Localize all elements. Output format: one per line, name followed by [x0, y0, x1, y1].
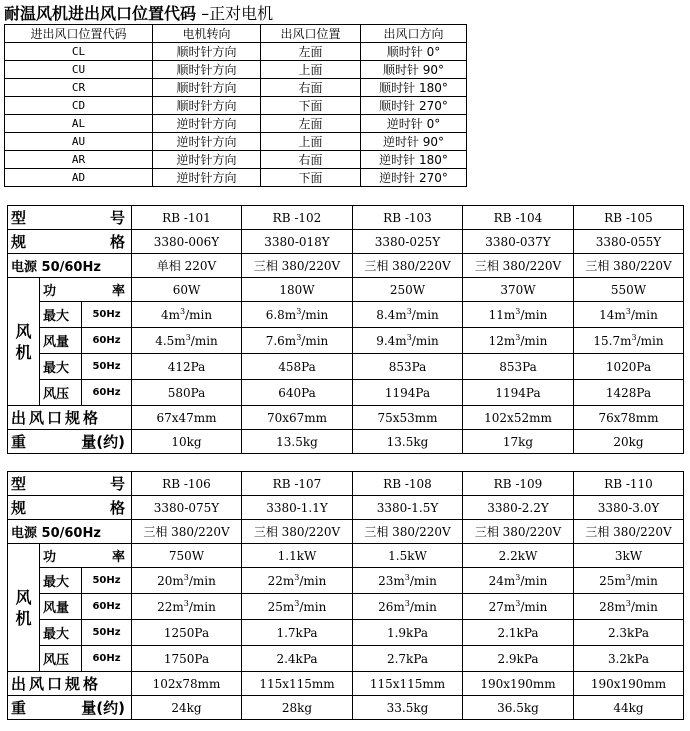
value-cell: 1.5kW	[353, 544, 463, 568]
flow-unit-tail: /min	[190, 334, 218, 348]
code-table-cell: AD	[5, 169, 153, 187]
value-cell: 3kW	[574, 544, 684, 568]
flow-number: 26	[378, 600, 394, 614]
outlet-position-code-table	[4, 24, 467, 187]
max-pressure-label: 最大	[40, 620, 82, 646]
value-cell: RB -102	[242, 206, 353, 230]
value-cell: 3380-075Y	[132, 496, 242, 520]
flow-unit-tail: /min	[636, 334, 664, 348]
flow-value-cell	[242, 302, 353, 328]
spec-row	[8, 230, 684, 254]
code-table-header	[5, 25, 467, 43]
value-cell: 3380-006Y	[132, 230, 242, 254]
row-label-part: 规	[11, 233, 27, 251]
flow-number: 4	[160, 308, 169, 322]
code-table-row	[5, 133, 467, 151]
code-table-cell: CL	[5, 43, 153, 61]
code-table-header-cell: 出风口方向	[361, 25, 467, 43]
value-cell: 36.5kg	[463, 696, 574, 720]
code-table-cell: 右面	[261, 79, 361, 97]
flow-number: 22	[267, 574, 283, 588]
value-cell: 3380-055Y	[574, 230, 684, 254]
code-table-cell: CD	[5, 97, 153, 115]
value-cell: 2.2kW	[463, 544, 574, 568]
code-table-cell: 顺时针 180°	[361, 79, 467, 97]
row-label	[8, 696, 132, 720]
value-cell: 三相 380/220V	[242, 254, 353, 278]
value-cell: 76x78mm	[574, 406, 684, 430]
flow-unit-tail: /min	[188, 600, 216, 614]
row-label-part: 率	[111, 550, 125, 565]
code-table-cell: 逆时针方向	[153, 115, 261, 133]
value-cell: RB -107	[242, 472, 353, 496]
flow-value-cell	[132, 302, 242, 328]
max-pressure-label: 风压	[40, 646, 82, 672]
flow-value-cell	[574, 328, 684, 354]
code-table-cell: 逆时针方向	[153, 169, 261, 187]
value-cell: 102x52mm	[463, 406, 574, 430]
value-cell: 1.9kPa	[353, 620, 463, 646]
value-cell: 190x190mm	[574, 672, 684, 696]
value-cell: 三相 380/220V	[574, 254, 684, 278]
row-label-part: 功	[43, 284, 57, 299]
flow-unit-exponent: 3	[404, 573, 410, 582]
value-cell: 412Pa	[132, 354, 242, 380]
flow-unit-tail: /min	[185, 308, 213, 322]
row-label-part: 功	[43, 550, 57, 565]
flow-unit-exponent: 3	[406, 307, 412, 316]
value-cell: 115x115mm	[242, 672, 353, 696]
value-cell: 2.9kPa	[463, 646, 574, 672]
flow-value-cell	[574, 568, 684, 594]
row-label	[8, 472, 132, 496]
flow-unit: m	[614, 574, 626, 588]
flow-value-cell	[574, 594, 684, 620]
row-label: 出风口规格	[8, 672, 132, 696]
flow-unit-tail: /min	[299, 600, 327, 614]
row-label-part: 重	[11, 699, 27, 717]
model-row	[8, 206, 684, 230]
value-cell: 3.2kPa	[574, 646, 684, 672]
code-table-row	[5, 97, 467, 115]
flow-number: 28	[599, 600, 615, 614]
flow-unit-exponent: 3	[294, 599, 300, 608]
value-cell: RB -105	[574, 206, 684, 230]
value-cell: RB -101	[132, 206, 242, 230]
code-table-cell: 顺时针方向	[153, 61, 261, 79]
flow-value-cell	[353, 568, 463, 594]
flow-unit-exponent: 3	[296, 307, 302, 316]
code-table-row	[5, 79, 467, 97]
code-table-header-cell: 电机转向	[153, 25, 261, 43]
flow-value-cell	[463, 302, 574, 328]
row-label-part: 格	[109, 499, 125, 517]
code-table-cell: AU	[5, 133, 153, 151]
flow-unit: m	[614, 600, 626, 614]
row-label	[40, 544, 132, 568]
hz-50-label: 50Hz	[82, 620, 132, 646]
power-row	[8, 544, 684, 568]
flow-unit: m	[168, 308, 180, 322]
max-airflow-label: 风量	[40, 328, 82, 354]
max-airflow-50hz-row	[8, 568, 684, 594]
value-cell: 1.7kPa	[242, 620, 353, 646]
flow-unit: m	[614, 308, 626, 322]
row-label-part: 率	[111, 284, 125, 299]
flow-unit-tail: /min	[301, 308, 329, 322]
value-cell: 580Pa	[132, 380, 242, 406]
value-cell: RB -104	[463, 206, 574, 230]
title-sub: –正对电机	[196, 4, 274, 23]
value-cell: RB -103	[353, 206, 463, 230]
value-cell: 60W	[132, 278, 242, 302]
row-label-part: 量(约)	[81, 433, 125, 451]
value-cell: 550W	[574, 278, 684, 302]
fan-label-text: 风机	[15, 587, 32, 628]
code-table-header-cell: 进出风口位置代码	[5, 25, 153, 43]
value-cell: 三相 380/220V	[132, 520, 242, 544]
row-label	[40, 278, 132, 302]
flow-unit: m	[282, 600, 295, 614]
flow-unit-tail: /min	[520, 600, 548, 614]
code-table-cell: 顺时针 90°	[361, 61, 467, 79]
flow-unit-exponent: 3	[515, 333, 521, 342]
flow-number: 11	[488, 308, 504, 322]
flow-unit: m	[503, 308, 516, 322]
value-cell: 1750Pa	[132, 646, 242, 672]
row-label-part: 号	[109, 475, 125, 493]
flow-unit-exponent: 3	[515, 573, 521, 582]
max-pressure-50hz-row	[8, 354, 684, 380]
code-table-cell: 逆时针方向	[153, 151, 261, 169]
value-cell: RB -110	[574, 472, 684, 496]
hz-60-label: 60Hz	[82, 328, 132, 354]
value-cell: 2.4kPa	[242, 646, 353, 672]
row-label: 出风口规格	[8, 406, 132, 430]
value-cell: 3380-2.2Y	[463, 496, 574, 520]
flow-number: 4.5	[155, 334, 175, 348]
row-label	[8, 496, 132, 520]
max-airflow-60hz-row	[8, 328, 684, 354]
value-cell: 2.1kPa	[463, 620, 574, 646]
max-airflow-label: 最大	[40, 568, 82, 594]
value-cell: 250W	[353, 278, 463, 302]
row-label: 电源 50/60Hz	[8, 520, 132, 544]
row-label-part: 型	[11, 475, 27, 493]
code-table-cell: 左面	[261, 115, 361, 133]
flow-unit-tail: /min	[630, 574, 658, 588]
flow-unit: m	[395, 334, 407, 348]
code-table-cell: 顺时针方向	[153, 97, 261, 115]
flow-unit: m	[282, 574, 295, 588]
value-cell: 1194Pa	[353, 380, 463, 406]
value-cell: 1194Pa	[463, 380, 574, 406]
flow-value-cell	[574, 302, 684, 328]
value-cell: 75x53mm	[353, 406, 463, 430]
max-pressure-60hz-row	[8, 646, 684, 672]
code-table-cell: 左面	[261, 43, 361, 61]
spec-table-rb101-105	[7, 205, 684, 454]
value-cell: 13.5kg	[353, 430, 463, 454]
value-cell: 3380-3.0Y	[574, 496, 684, 520]
value-cell: 3380-025Y	[353, 230, 463, 254]
code-table-cell: 逆时针 90°	[361, 133, 467, 151]
value-cell: 853Pa	[353, 354, 463, 380]
code-table-row	[5, 151, 467, 169]
title-main: 耐温风机进出风口位置代码	[4, 4, 197, 23]
flow-unit-tail: /min	[520, 334, 548, 348]
value-cell: RB -108	[353, 472, 463, 496]
code-table-cell: 逆时针 270°	[361, 169, 467, 187]
value-cell: 640Pa	[242, 380, 353, 406]
flow-value-cell	[353, 594, 463, 620]
value-cell: 3380-018Y	[242, 230, 353, 254]
max-airflow-label: 风量	[40, 594, 82, 620]
flow-unit-tail: /min	[520, 574, 548, 588]
flow-unit-exponent: 3	[625, 307, 631, 316]
code-table-cell: 逆时针 0°	[361, 115, 467, 133]
flow-unit: m	[503, 574, 516, 588]
flow-unit: m	[503, 334, 516, 348]
hz-50-label: 50Hz	[82, 302, 132, 328]
outlet-row	[8, 406, 684, 430]
flow-unit: m	[172, 600, 184, 614]
flow-value-cell	[353, 302, 463, 328]
hz-60-label: 60Hz	[82, 380, 132, 406]
flow-unit: m	[174, 334, 186, 348]
row-label-part: 号	[109, 209, 125, 227]
flow-unit-exponent: 3	[294, 573, 300, 582]
flow-unit-exponent: 3	[625, 573, 631, 582]
flow-unit-exponent: 3	[183, 573, 189, 582]
flow-value-cell	[353, 328, 463, 354]
value-cell: 102x78mm	[132, 672, 242, 696]
code-table-cell: 顺时针方向	[153, 79, 261, 97]
flow-unit-exponent: 3	[185, 333, 191, 342]
flow-number: 27	[488, 600, 504, 614]
value-cell: 13.5kg	[242, 430, 353, 454]
flow-unit-tail: /min	[411, 334, 439, 348]
value-cell: 853Pa	[463, 354, 574, 380]
code-table-cell: 逆时针 180°	[361, 151, 467, 169]
value-cell: 10kg	[132, 430, 242, 454]
fan-group-label	[8, 544, 40, 672]
code-table-cell: 逆时针方向	[153, 133, 261, 151]
value-cell: 370W	[463, 278, 574, 302]
flow-number: 25	[267, 600, 283, 614]
flow-number: 24	[488, 574, 504, 588]
code-table-cell: 顺时针 0°	[361, 43, 467, 61]
code-table-header-cell: 出风口位置	[261, 25, 361, 43]
flow-number: 25	[599, 574, 615, 588]
value-cell: 3380-1.5Y	[353, 496, 463, 520]
value-cell: 三相 380/220V	[574, 520, 684, 544]
code-table-cell: 顺时针 270°	[361, 97, 467, 115]
flow-number: 20	[157, 574, 173, 588]
flow-number: 14	[599, 308, 615, 322]
flow-unit-tail: /min	[411, 308, 439, 322]
hz-50-label: 50Hz	[82, 354, 132, 380]
row-label	[8, 430, 132, 454]
code-table-cell: 下面	[261, 97, 361, 115]
value-cell: 67x47mm	[132, 406, 242, 430]
flow-unit-tail: /min	[409, 600, 437, 614]
value-cell: 28kg	[242, 696, 353, 720]
value-cell: 1.1kW	[242, 544, 353, 568]
row-label-part: 型	[11, 209, 27, 227]
flow-value-cell	[132, 594, 242, 620]
flow-unit-tail: /min	[301, 334, 329, 348]
spec-table-rb106-110	[7, 471, 684, 720]
max-airflow-60hz-row	[8, 594, 684, 620]
flow-value-cell	[242, 568, 353, 594]
code-table-cell: AR	[5, 151, 153, 169]
document-title	[4, 1, 273, 23]
fan-label-text: 风机	[15, 321, 32, 362]
value-cell: 24kg	[132, 696, 242, 720]
value-cell: 458Pa	[242, 354, 353, 380]
flow-unit-tail: /min	[409, 574, 437, 588]
value-cell: 1020Pa	[574, 354, 684, 380]
value-cell: 2.7kPa	[353, 646, 463, 672]
value-cell: 三相 380/220V	[463, 254, 574, 278]
max-pressure-60hz-row	[8, 380, 684, 406]
max-pressure-50hz-row	[8, 620, 684, 646]
value-cell: 20kg	[574, 430, 684, 454]
value-cell: 三相 380/220V	[463, 520, 574, 544]
flow-unit-exponent: 3	[183, 599, 189, 608]
fan-group-label	[8, 278, 40, 406]
row-label	[8, 206, 132, 230]
flow-unit-exponent: 3	[515, 599, 521, 608]
row-label	[8, 230, 132, 254]
flow-unit: m	[503, 600, 516, 614]
row-label-part: 规	[11, 499, 27, 517]
row-label-part: 格	[109, 233, 125, 251]
flow-value-cell	[132, 328, 242, 354]
flow-unit-exponent: 3	[625, 599, 631, 608]
hz-60-label: 60Hz	[82, 646, 132, 672]
flow-unit: m	[620, 334, 632, 348]
value-cell: 单相 220V	[132, 254, 242, 278]
value-cell: 70x67mm	[242, 406, 353, 430]
flow-number: 22	[157, 600, 173, 614]
code-table-row	[5, 61, 467, 79]
value-cell: RB -106	[132, 472, 242, 496]
value-cell: 190x190mm	[463, 672, 574, 696]
power-supply-row	[8, 520, 684, 544]
code-table-cell: AL	[5, 115, 153, 133]
flow-unit: m	[393, 574, 405, 588]
value-cell: 750W	[132, 544, 242, 568]
row-label-part: 量(约)	[81, 699, 125, 717]
flow-number: 6.8	[265, 308, 285, 322]
flow-number: 23	[378, 574, 394, 588]
flow-unit-tail: /min	[630, 600, 658, 614]
max-airflow-50hz-row	[8, 302, 684, 328]
flow-unit: m	[172, 574, 184, 588]
code-table-cell: CR	[5, 79, 153, 97]
row-label-part: 重	[11, 433, 27, 451]
flow-unit-tail: /min	[630, 308, 658, 322]
code-table-row	[5, 169, 467, 187]
flow-unit: m	[284, 334, 297, 348]
value-cell: 三相 380/220V	[353, 254, 463, 278]
code-table-cell: CU	[5, 61, 153, 79]
flow-number: 8.4	[376, 308, 396, 322]
max-pressure-label: 风压	[40, 380, 82, 406]
code-table-row	[5, 115, 467, 133]
flow-unit-tail: /min	[299, 574, 327, 588]
value-cell: 33.5kg	[353, 696, 463, 720]
flow-number: 15.7	[593, 334, 621, 348]
flow-unit-exponent: 3	[406, 333, 412, 342]
weight-row	[8, 430, 684, 454]
hz-50-label: 50Hz	[82, 568, 132, 594]
spec-row	[8, 496, 684, 520]
value-cell: 1428Pa	[574, 380, 684, 406]
code-table-cell: 上面	[261, 61, 361, 79]
flow-value-cell	[463, 328, 574, 354]
value-cell: 三相 380/220V	[242, 520, 353, 544]
flow-unit-exponent: 3	[296, 333, 302, 342]
code-table-cell: 下面	[261, 169, 361, 187]
code-table-cell: 右面	[261, 151, 361, 169]
value-cell: 115x115mm	[353, 672, 463, 696]
hz-60-label: 60Hz	[82, 594, 132, 620]
flow-unit-exponent: 3	[515, 307, 521, 316]
flow-unit-exponent: 3	[404, 599, 410, 608]
value-cell: 17kg	[463, 430, 574, 454]
flow-unit-exponent: 3	[179, 307, 186, 316]
code-table-row	[5, 43, 467, 61]
flow-unit: m	[393, 600, 405, 614]
value-cell: 3380-1.1Y	[242, 496, 353, 520]
code-table-cell: 上面	[261, 133, 361, 151]
value-cell: RB -109	[463, 472, 574, 496]
flow-unit-exponent: 3	[631, 333, 637, 342]
max-airflow-label: 最大	[40, 302, 82, 328]
flow-value-cell	[463, 568, 574, 594]
flow-number: 12	[488, 334, 504, 348]
flow-value-cell	[242, 594, 353, 620]
value-cell: 2.3kPa	[574, 620, 684, 646]
value-cell: 三相 380/220V	[353, 520, 463, 544]
power-row	[8, 278, 684, 302]
flow-value-cell	[463, 594, 574, 620]
value-cell: 1250Pa	[132, 620, 242, 646]
flow-number: 7.6	[265, 334, 285, 348]
flow-value-cell	[132, 568, 242, 594]
flow-value-cell	[242, 328, 353, 354]
flow-unit: m	[284, 308, 297, 322]
flow-unit-tail: /min	[188, 574, 216, 588]
power-supply-row	[8, 254, 684, 278]
value-cell: 180W	[242, 278, 353, 302]
code-table-cell: 顺时针方向	[153, 43, 261, 61]
flow-number: 9.4	[376, 334, 396, 348]
flow-unit: m	[395, 308, 407, 322]
max-pressure-label: 最大	[40, 354, 82, 380]
row-label: 电源 50/60Hz	[8, 254, 132, 278]
model-row	[8, 472, 684, 496]
outlet-row	[8, 672, 684, 696]
weight-row	[8, 696, 684, 720]
value-cell: 3380-037Y	[463, 230, 574, 254]
flow-unit-tail: /min	[520, 308, 548, 322]
value-cell: 44kg	[574, 696, 684, 720]
